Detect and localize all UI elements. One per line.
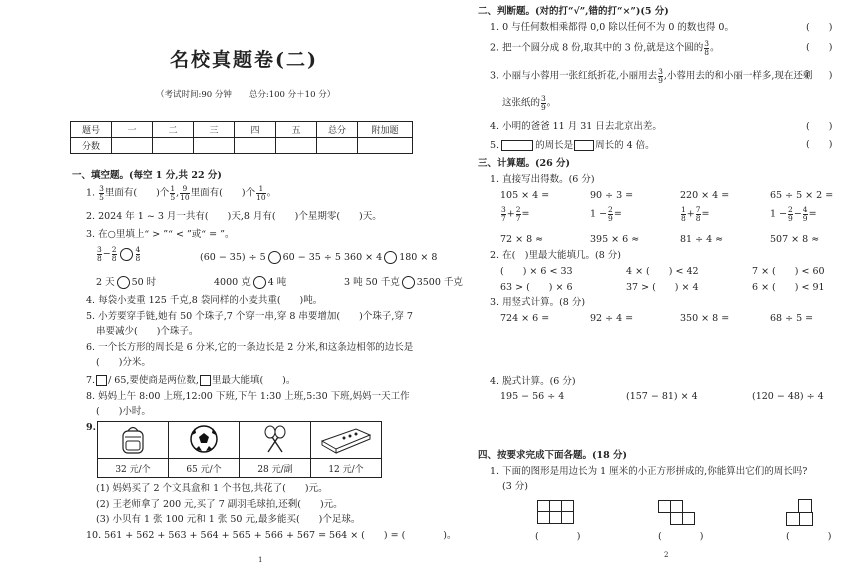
pencil-box-icon	[311, 422, 382, 459]
section-2-heading: 二、判断题。(对的打“√”,错的打“×”)(5 分)	[478, 6, 669, 17]
answer-blank[interactable]: ( )	[786, 531, 832, 542]
score-header-cell: 二	[153, 122, 194, 138]
calc-item: 1 − $\frac{2}{9}$ =	[590, 205, 622, 223]
judge-mark[interactable]: ( )	[806, 70, 833, 81]
calc-2-heading: 2. 在( )里最大能填几。(8 分)	[490, 250, 621, 261]
calc-item: 395 × 6 ≈	[590, 234, 640, 245]
q1-text: 里面有( )个	[104, 187, 170, 199]
price-cell: 32 元/个	[98, 459, 169, 478]
period: 。	[266, 187, 277, 199]
judge-5: 5. 的周长是 周长的 4 倍。	[490, 140, 655, 151]
question-3-row-1	[96, 246, 446, 268]
question-5-line-2: 串要减少( )个珠子。	[96, 326, 199, 337]
square-shape-figure-1	[537, 500, 577, 524]
score-header-cell: 附加题	[358, 122, 413, 138]
problem-1-line-1: 1. 下面的图形是用边长为 1 厘米的小正方形拼成的,你能算出它们的周长吗?	[490, 466, 808, 477]
score-cell[interactable]	[358, 138, 413, 154]
fraction: $\frac{1}{5}$	[170, 184, 176, 202]
judge-3-line-2: 这张纸的 $\frac{3}{9}$ 。	[502, 94, 557, 112]
score-table	[70, 121, 413, 154]
score-cell[interactable]	[317, 138, 358, 154]
question-8-line-2: ( )小时。	[96, 406, 151, 417]
score-table-header-row	[71, 122, 413, 138]
calc-item: 105 × 4 =	[500, 190, 550, 201]
compare-circle[interactable]	[268, 251, 281, 264]
question-3: 3. 在○里填上“ > ”“ < ”或“ = ”。	[86, 229, 235, 240]
question-5-line-1: 5. 小芳要穿手链,她有 50 个珠子,7 个穿一串,穿 8 串要增加( )个珠子,穿 7	[86, 311, 413, 322]
calc-item: 350 × 8 =	[680, 313, 730, 324]
question-3-row-2	[96, 276, 463, 292]
price-table	[97, 421, 382, 478]
page-number-2: 2	[664, 551, 669, 559]
judge-2: 2. 把一个圆分成 8 份,取其中的 3 份,就是这个圆的 $\frac{3}{8}$ 。	[490, 39, 720, 57]
question-9-sub-1: (1) 妈妈买了 2 个文具盒和 1 个书包,共花了( )元。	[96, 483, 328, 494]
calc-item: ( ) × 6 < 33	[500, 266, 573, 277]
calc-item: 68 ÷ 5 =	[770, 313, 814, 324]
judge-3: 3. 小丽与小蓉用一张红纸折花,小丽用去 $\frac{3}{9}$ ,小蓉用去的和小丽一样多,现在还剩	[490, 67, 813, 85]
q1-text: 里面有( )个	[190, 187, 256, 199]
compare-item: 3 吨 50 千克 3500 千克	[344, 277, 463, 288]
answer-blank[interactable]: ( )	[658, 531, 704, 542]
judge-mark[interactable]: ( )	[806, 139, 833, 150]
judge-1: 1. 0 与任何数相乘都得 0,0 除以任何不为 0 的数也得 0。	[490, 22, 734, 33]
score-row-label: 分数	[71, 138, 112, 154]
judge-4: 4. 小明的爸爸 11 月 31 日去北京出差。	[490, 121, 662, 132]
score-header-cell: 总分	[317, 122, 358, 138]
question-8-line-1: 8. 妈妈上午 8:00 上班,12:00 下班,下午 1:30 上班,5:30 下班,妈妈一天工作	[86, 391, 410, 402]
score-table-row	[71, 138, 413, 154]
calc-item: (120 − 48) ÷ 4	[752, 391, 824, 402]
fraction: $\frac{3}{5}$	[99, 184, 104, 202]
calc-item: 92 ÷ 4 =	[590, 313, 634, 324]
calc-item: 220 × 4 =	[680, 190, 730, 201]
calc-item: 724 × 6 =	[500, 313, 550, 324]
calc-item: $\frac{3}{7}$ + $\frac{2}{7}$ =	[501, 205, 530, 223]
compare-item: 360 × 4 180 × 8	[344, 252, 438, 263]
calc-item: 4 × ( ) < 42	[626, 266, 699, 277]
compare-item: 4000 克 4 吨	[214, 277, 287, 288]
fraction: $\frac{9}{10}$	[180, 184, 190, 202]
page-number-1: 1	[258, 556, 263, 564]
calc-item: 72 × 8 ≈	[500, 234, 544, 245]
separator: ,	[176, 187, 180, 199]
question-9-sub-3: (3) 小贝有 1 张 100 元和 1 张 50 元,最多能买( )个足球。	[96, 514, 361, 525]
q7-text: / 65,要使商是两位数,	[108, 375, 199, 386]
fraction: $\frac{1}{10}$	[256, 184, 266, 202]
calc-item: 65 ÷ 5 × 2 =	[770, 190, 834, 201]
q7-text: 里最大能填( )。	[211, 375, 296, 386]
exam-info: （考试时间:90 分钟 总分:100 分＋10 分）	[156, 90, 336, 100]
score-cell[interactable]	[194, 138, 235, 154]
badminton-racket-icon	[240, 422, 311, 459]
score-header-cell: 五	[276, 122, 317, 138]
score-cell[interactable]	[276, 138, 317, 154]
judge-mark[interactable]: ( )	[806, 121, 833, 132]
judge-mark[interactable]: ( )	[806, 42, 833, 53]
small-square-shape	[574, 140, 594, 151]
section-3-heading: 三、计算题。(26 分)	[478, 158, 571, 169]
score-cell[interactable]	[235, 138, 276, 154]
compare-item: (60 − 35) ÷ 5 60 − 35 ÷ 5	[200, 252, 341, 263]
calc-item: 90 ÷ 3 =	[590, 190, 634, 201]
calc-item: (157 − 81) × 4	[626, 391, 698, 402]
calc-item: 1 − $\frac{2}{9}$ − $\frac{4}{9}$ =	[770, 205, 817, 223]
digit-box[interactable]	[96, 375, 107, 386]
compare-circle[interactable]	[120, 248, 133, 261]
compare-item: $\frac{3}{8}$ − $\frac{2}{8}$ $\frac{4}{8}$	[97, 245, 141, 263]
score-header-cell: 三	[194, 122, 235, 138]
question-9-number: 9.	[86, 422, 96, 433]
price-cell: 12 元/个	[311, 459, 382, 478]
q7-number: 7.	[86, 375, 96, 386]
calc-1-heading: 1. 直接写出得数。(6 分)	[490, 174, 595, 185]
section-4-heading: 四、按要求完成下面各题。(18 分)	[478, 450, 628, 461]
compare-item: 2 天 50 时	[96, 277, 157, 288]
compare-circle[interactable]	[384, 251, 397, 264]
backpack-icon	[98, 422, 169, 459]
judge-mark[interactable]: ( )	[806, 22, 833, 33]
question-4: 4. 每袋小麦重 125 千克,8 袋同样的小麦共重( )吨。	[86, 295, 323, 306]
price-cell: 28 元/副	[240, 459, 311, 478]
compare-circle[interactable]	[117, 276, 130, 289]
calc-item: 7 × ( ) < 60	[752, 266, 825, 277]
square-shape-figure-2	[658, 500, 698, 526]
question-6-line-1: 6. 一个长方形的周长是 6 分米,它的一条边长是 2 分米,和这条边相邻的边长是	[86, 342, 414, 353]
calc-item: 37 > ( ) × 4	[626, 282, 699, 293]
compare-circle[interactable]	[253, 276, 266, 289]
score-header-cell: 四	[235, 122, 276, 138]
calc-item: $\frac{1}{8}$ + $\frac{7}{8}$ =	[681, 205, 710, 223]
score-header-cell: 题号	[71, 122, 112, 138]
page-title: 名校真题卷(二)	[170, 49, 318, 71]
calc-item: 507 × 8 ≈	[770, 234, 820, 245]
score-cell[interactable]	[153, 138, 194, 154]
question-10: 10. 561 + 562 + 563 + 564 + 565 + 566 + 567 = 564 × ( ) = ( )。	[86, 530, 457, 541]
question-9-sub-2: (2) 王老师拿了 200 元,买了 7 副羽毛球拍,还剩( )元。	[96, 499, 343, 510]
question-1	[86, 185, 276, 201]
score-header-cell: 一	[112, 122, 153, 138]
q1-number: 1.	[86, 187, 96, 199]
long-rectangle-shape	[501, 140, 533, 151]
answer-blank[interactable]: ( )	[535, 531, 581, 542]
price-cell: 65 元/个	[169, 459, 240, 478]
calc-item: 6 × ( ) < 91	[752, 282, 825, 293]
score-cell[interactable]	[112, 138, 153, 154]
question-7	[86, 375, 295, 387]
digit-box[interactable]	[200, 375, 211, 386]
calc-item: 81 ÷ 4 ≈	[680, 234, 724, 245]
calc-4-heading: 4. 脱式计算。(6 分)	[490, 376, 576, 387]
section-1-heading: 一、填空题。(每空 1 分,共 22 分)	[72, 170, 222, 181]
soccer-ball-icon	[169, 422, 240, 459]
calc-3-heading: 3. 用竖式计算。(8 分)	[490, 297, 586, 308]
question-2: 2. 2024 年 1 ~ 3 月一共有( )天,8 月有( )个星期零( )天。	[86, 211, 382, 222]
problem-1-line-2: (3 分)	[502, 481, 528, 492]
question-6-line-2: ( )分米。	[96, 357, 151, 368]
compare-circle[interactable]	[402, 276, 415, 289]
square-shape-figure-3	[786, 499, 826, 527]
calc-item: 63 > ( ) × 6	[500, 282, 573, 293]
calc-item: 195 − 56 ÷ 4	[500, 391, 565, 402]
